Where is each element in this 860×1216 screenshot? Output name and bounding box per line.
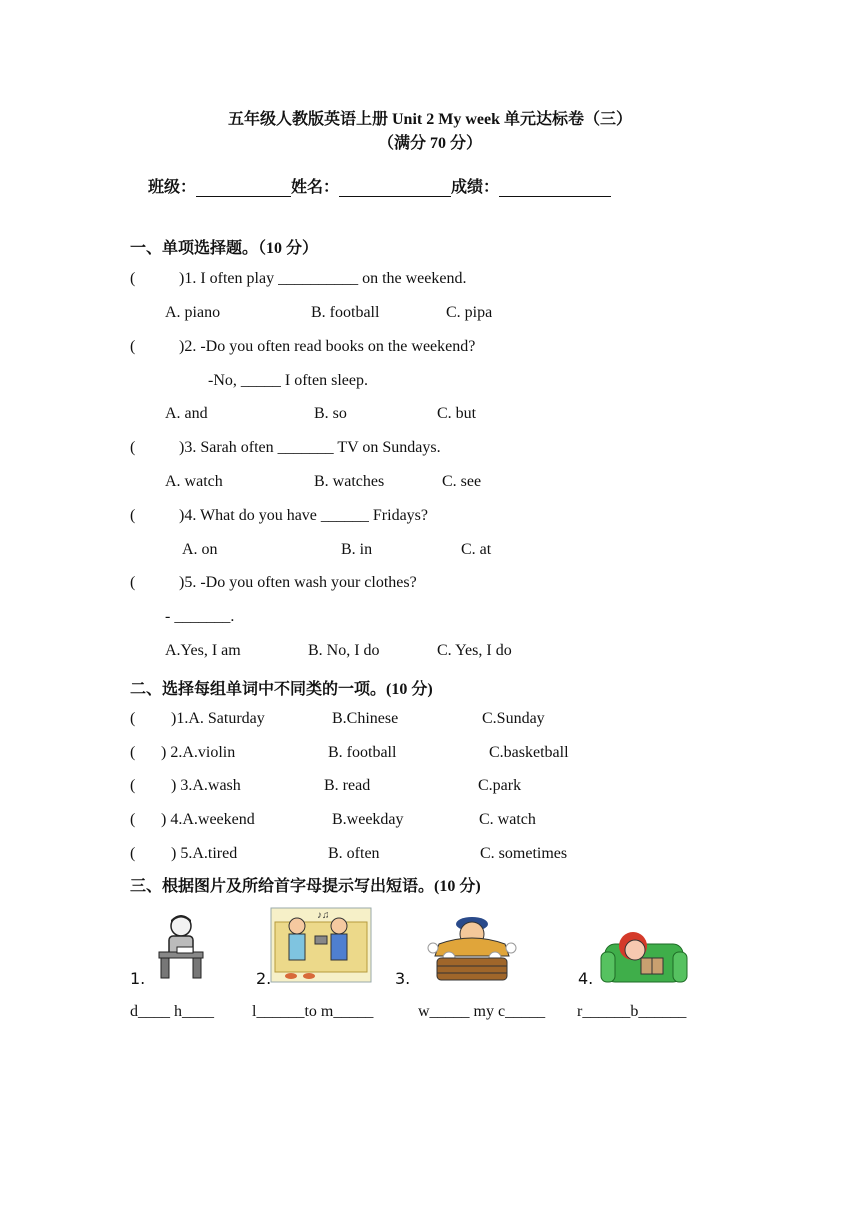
q4-stem: )4. What do you have ______ Fridays? xyxy=(179,507,428,524)
q5-option-b: B. No, I do xyxy=(308,642,380,659)
name-label: 姓名： xyxy=(291,179,340,196)
listen-music-picture xyxy=(269,906,373,984)
pic1-label: 1. xyxy=(130,969,146,988)
q5-option-a: A.Yes, I am xyxy=(165,642,241,659)
q2-stem: )2. -Do you often read books on the weekend? xyxy=(179,338,476,355)
read-book-picture xyxy=(599,928,689,986)
q4-option-a: A. on xyxy=(182,541,218,558)
s2-row3-b: B. read xyxy=(324,777,371,794)
q4-bracket[interactable]: ( xyxy=(130,507,136,524)
wash-clothes-picture xyxy=(419,910,525,984)
q3-option-b: B. watches xyxy=(314,473,385,490)
q1-option-a: A. piano xyxy=(165,304,221,321)
q1-option-b: B. football xyxy=(311,304,380,321)
q5-stem: )5. -Do you often wash your clothes? xyxy=(179,574,417,591)
answer3-hint[interactable]: w_____ my c_____ xyxy=(418,1003,546,1020)
q1-bracket[interactable]: ( xyxy=(130,270,136,287)
score-blank[interactable] xyxy=(499,180,611,197)
s2-row3-a: ) 3.A.wash xyxy=(171,777,241,794)
s2-row2-c: C.basketball xyxy=(489,744,569,761)
q5-option-c: C. Yes, I do xyxy=(437,642,512,659)
page-subtitle: （满分 70 分） xyxy=(377,135,482,152)
homework-picture xyxy=(155,912,207,980)
class-label: 班级： xyxy=(148,179,197,196)
s2-row4-b: B.weekday xyxy=(332,811,404,828)
q2-option-a: A. and xyxy=(165,405,208,422)
s2-row4-c: C. watch xyxy=(479,811,536,828)
s2-row5-b: B. often xyxy=(328,845,380,862)
q3-option-a: A. watch xyxy=(165,473,223,490)
s2-row5-c: C. sometimes xyxy=(480,845,568,862)
answer1-hint[interactable]: d____ h____ xyxy=(130,1003,214,1020)
answer4-hint[interactable]: r______b______ xyxy=(577,1003,687,1020)
s2-row1-b: B.Chinese xyxy=(332,710,399,727)
s2-row2-b: B. football xyxy=(328,744,397,761)
q2-bracket[interactable]: ( xyxy=(130,338,136,355)
pic4-label: 4. xyxy=(578,969,594,988)
s2-row5-bracket[interactable]: ( xyxy=(130,845,136,862)
s2-row3-bracket[interactable]: ( xyxy=(130,777,136,794)
score-label: 成绩： xyxy=(451,179,500,196)
s2-row2-a: ) 2.A.violin xyxy=(161,744,236,761)
s2-row1-a: )1.A. Saturday xyxy=(171,710,265,727)
student-info-row xyxy=(148,174,611,197)
s2-row3-c: C.park xyxy=(478,777,522,794)
q4-option-b: B. in xyxy=(341,541,373,558)
q3-stem: )3. Sarah often _______ TV on Sundays. xyxy=(179,439,441,456)
name-blank[interactable] xyxy=(339,180,451,197)
s2-row2-bracket[interactable]: ( xyxy=(130,744,136,761)
class-blank[interactable] xyxy=(196,180,291,197)
q3-bracket[interactable]: ( xyxy=(130,439,136,456)
s2-row5-a: ) 5.A.tired xyxy=(171,845,238,862)
q1-option-c: C. pipa xyxy=(446,304,493,321)
q5-line2: - _______. xyxy=(165,608,235,625)
s2-row4-bracket[interactable]: ( xyxy=(130,811,136,828)
q2-option-b: B. so xyxy=(314,405,347,422)
q2-line2: -No, _____ I often sleep. xyxy=(208,372,368,389)
q3-option-c: C. see xyxy=(442,473,482,490)
answer2-hint[interactable]: l______to m_____ xyxy=(252,1003,374,1020)
s2-row4-a: ) 4.A.weekend xyxy=(161,811,255,828)
section2-heading: 二、选择每组单词中不同类的一项。(10 分) xyxy=(130,681,433,698)
svg-text:♪♫: ♪♫ xyxy=(317,910,330,921)
q1-stem: )1. I often play __________ on the weekend. xyxy=(179,270,467,287)
s2-row1-c: C.Sunday xyxy=(482,710,545,727)
section1-heading: 一、单项选择题。（10 分） xyxy=(130,240,319,257)
page-title: 五年级人教版英语上册 Unit 2 My week 单元达标卷（三） xyxy=(228,111,632,128)
s2-row1-bracket[interactable]: ( xyxy=(130,710,136,727)
section3-heading: 三、根据图片及所给首字母提示写出短语。(10 分) xyxy=(130,878,481,895)
pic2-label: 2. xyxy=(256,969,272,988)
q2-option-c: C. but xyxy=(437,405,477,422)
q5-bracket[interactable]: ( xyxy=(130,574,136,591)
q4-option-c: C. at xyxy=(461,541,492,558)
pic3-label: 3. xyxy=(395,969,411,988)
